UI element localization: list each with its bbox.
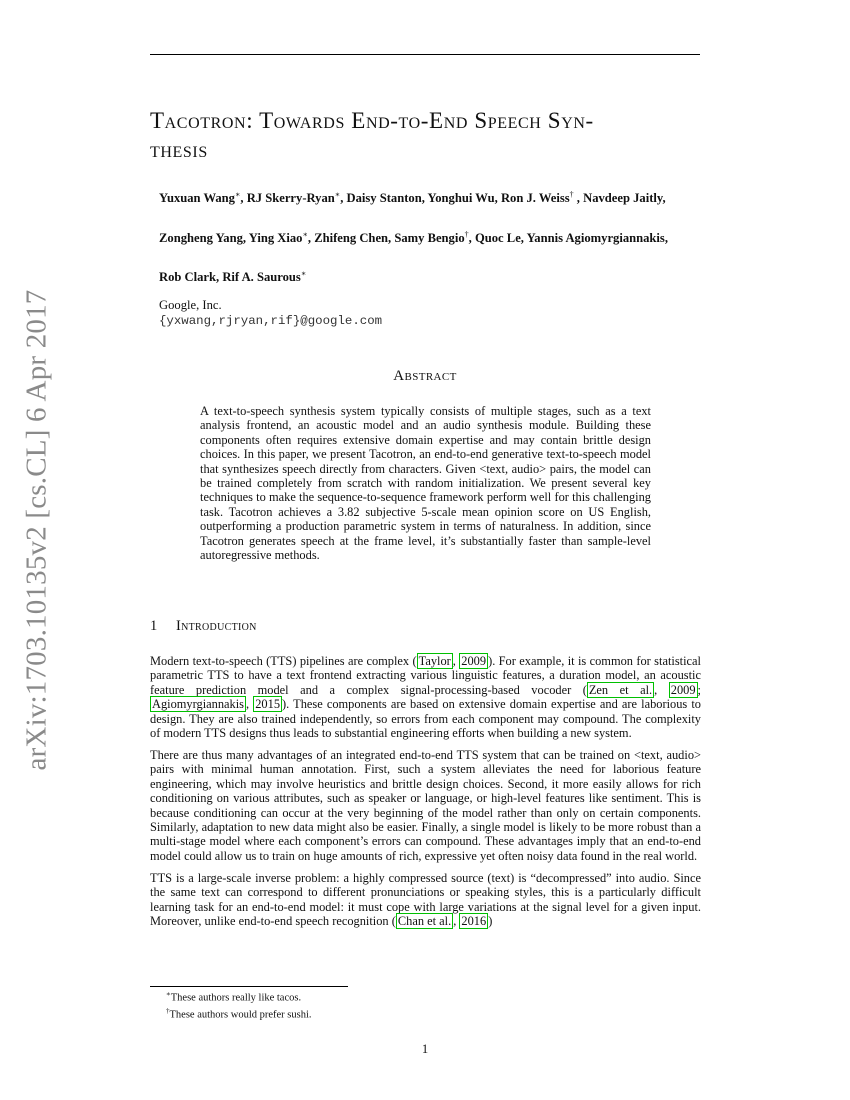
arxiv-identifier: arXiv:1703.10135v2 [cs.CL] 6 Apr 2017 bbox=[20, 289, 53, 771]
abstract-text: A text-to-speech synthesis system typically consists of multiple stages, such as a text analysis frontend, an acoustic model and an audio synthesis module. Building these components often requires extensive domain expertise and may contain brittle design choices. In this paper, we present Tacotron, an end-to-end generative text-to-speech model that synthesizes speech directly from characters. Given <text, audio> pairs, the model can be trained completely from scratch with random initialization. We present several key techniques to make the sequence-to-sequence framework perform well for this challenging task. Tacotron achieves a 3.82 subjective 5-scale mean opinion score on US English, outperforming a production parametric system in terms of naturalness. In addition, since Tacotron generates speech at the frame level, it’s substantially faster than sample-level autoregressive methods. bbox=[200, 404, 651, 563]
section-number: 1 bbox=[150, 618, 158, 634]
abstract-heading: Abstract bbox=[393, 368, 457, 384]
footnote: †These authors would prefer sushi. bbox=[166, 1007, 312, 1021]
body-text bbox=[150, 654, 701, 936]
citation-year-link[interactable]: 2015 bbox=[255, 697, 281, 712]
author-list bbox=[159, 186, 739, 305]
organization: Google, Inc. bbox=[159, 298, 222, 312]
citation-link[interactable]: Zen et al. bbox=[588, 682, 653, 697]
footnote-rule bbox=[150, 986, 348, 987]
citation-link[interactable]: Agiomyrgiannakis bbox=[152, 697, 245, 712]
paragraph: TTS is a large-scale inverse problem: a highly compressed source (text) is “decompressed” into audio. Since the same text can correspond to different pronunciations or speaking styles, this is a particularly difficult learning task for an end-to-end model: it must cope with large variations at the signal level for a given input. Moreover, unlike end-to-end speech recognition ( Chan et al. , 2016 ) bbox=[150, 870, 701, 928]
paragraph: There are thus many advantages of an integrated end-to-end TTS system that can be trained on <text, audio> pairs with minimal human annotation. First, such a system alleviates the need for laborious feature engineering, which may involve heuristics and brittle design choices. Second, it more easily allows for rich conditioning on various attributes, such as speaker or language, or high-level features like sentiment. This is because conditioning can occur at the very beginning of the model rather than only on certain components. Similarly, adaptation to new data might also be easier. Finally, a single model is likely to be more robust than a multi-stage model where each component’s errors can compound. These advantages imply that an end-to-end model could allow us to train on huge amounts of rich, expressive yet often noisy data found in the real world. bbox=[150, 747, 701, 863]
section-heading bbox=[150, 618, 257, 635]
citation-year-link[interactable]: 2016 bbox=[461, 913, 487, 928]
paper-title: Tacotron: Towards End-to-End Speech Syn- thesis bbox=[150, 108, 594, 162]
citation-year-link[interactable]: 2009 bbox=[670, 682, 696, 697]
author-email[interactable]: {yxwang,rjryan,rif}@google.com bbox=[159, 314, 383, 328]
footnote: ∗These authors really like tacos. bbox=[166, 990, 302, 1004]
citation-link[interactable]: Taylor bbox=[418, 654, 451, 668]
paragraph: Modern text-to-speech (TTS) pipelines are complex ( Taylor , 2009 ). For example, it is common for statistical parametric TTS to have a text frontend extracting various linguistic features, a duration model, an acoustic feature prediction model and a complex signal-processing-based vocoder ( Zen et al. , 2009 ; Agiomyrgiannakis , 2015 ). These components are based on extensive domain expertise and are laborious to design. They are also trained independently, so errors from each component may compound. The complexity of modern TTS designs thus leads to substantial engineering efforts when building a new system. bbox=[150, 654, 701, 741]
top-rule bbox=[150, 54, 700, 55]
citation-link[interactable]: Chan et al. bbox=[397, 913, 452, 928]
author-line: Zongheng Yang, Ying Xiao∗, Zhifeng Chen, Samy Bengio†, Quoc Le, Yannis Agiomyrgiannakis, bbox=[159, 229, 668, 245]
author-line: Rob Clark, Rif A. Saurous∗ bbox=[159, 269, 307, 285]
citation-year-link[interactable]: 2009 bbox=[461, 654, 487, 668]
affiliation bbox=[159, 297, 382, 329]
author-line: Yuxuan Wang∗, RJ Skerry-Ryan∗, Daisy Stanton, Yonghui Wu, Ron J. Weiss† , Navdeep Jaitly, bbox=[159, 190, 666, 206]
page-number: 1 bbox=[421, 1042, 429, 1056]
section-title: Introduction bbox=[176, 618, 257, 634]
footnotes bbox=[166, 988, 312, 1022]
